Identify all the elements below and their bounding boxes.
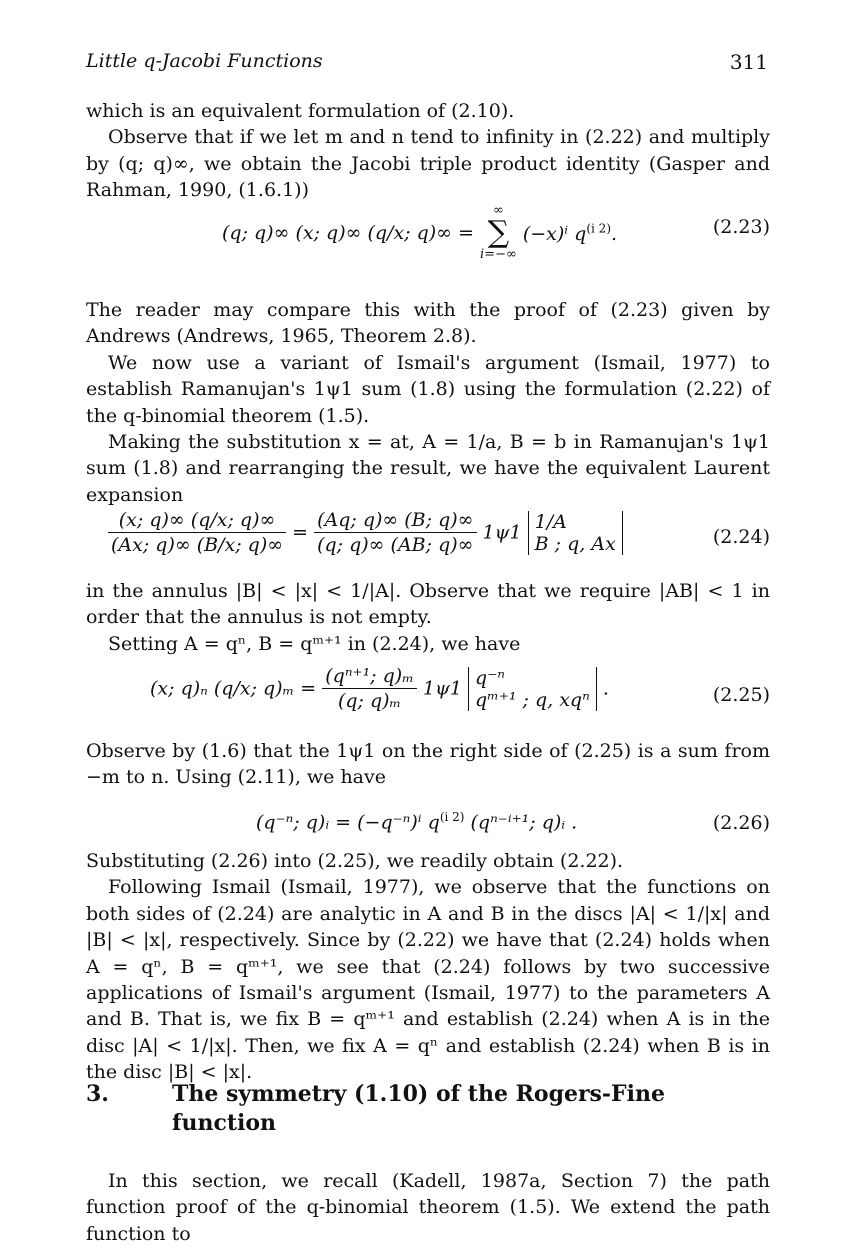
text-block-3 xyxy=(86,578,770,657)
sigma-symbol: ∑ xyxy=(487,215,510,250)
psi-symbol: 1ψ1 xyxy=(482,521,522,544)
bracket-argument xyxy=(468,667,597,711)
equals-sign: = xyxy=(292,521,309,544)
denominator: (q; q)∞ (AB; q)∞ xyxy=(317,534,474,556)
equation-2-25 xyxy=(86,664,770,726)
equation-number: (2.26) xyxy=(712,812,770,834)
denominator: (Ax; q)∞ (B/x; q)∞ xyxy=(111,534,284,556)
binomial-exponent: (i 2) xyxy=(586,221,611,236)
equation-2-24 xyxy=(86,508,770,568)
eq-tail: . xyxy=(611,222,618,245)
section-title: The symmetry (1.10) of the Rogers-Fine function xyxy=(172,1081,666,1136)
paragraph: We now use a variant of Ismail's argument (Ismail, 1977) to establish Ramanujan's 1ψ1 sum (1.8) using the formulation (2.22) of the q-binomial theorem (1.5). xyxy=(86,351,770,427)
eq-lhs: (q; q)∞ (x; q)∞ (q/x; q)∞ = xyxy=(222,222,474,244)
equation-number: (2.24) xyxy=(712,526,770,548)
paragraph: Observe by (1.6) that the 1ψ1 on the right side of (2.25) is a sum from −m to n. Using (2.11), we have xyxy=(86,740,770,789)
eq-tail: . xyxy=(602,677,609,700)
sum-lower-limit: i=−∞ xyxy=(480,247,517,262)
running-head xyxy=(86,50,768,80)
numerator: (Aq; q)∞ (B; q)∞ xyxy=(314,508,476,533)
eq-rhs: (−x)ⁱ q xyxy=(522,222,587,245)
bracket-bottom: qᵐ⁺¹ ; q, xqⁿ xyxy=(475,688,590,711)
eq-lhs: (x; q)ₙ (q/x; q)ₘ = xyxy=(150,677,317,700)
fraction xyxy=(108,508,286,557)
paragraph: The reader may compare this with the proof of (2.23) given by Andrews (Andrews, 1965, Theorem 2.8). xyxy=(86,299,770,348)
section-number: 3. xyxy=(86,1081,109,1107)
text-block-1 xyxy=(86,98,770,204)
numerator: (qⁿ⁺¹; q)ₘ xyxy=(322,664,417,689)
equation-2-23 xyxy=(86,196,770,266)
equation-body xyxy=(222,204,617,262)
paragraph: Making the substitution x = at, A = 1/a, B = b in Ramanujan's 1ψ1 sum (1.8) and rearranging the result, we have the equivalent Laurent expansion xyxy=(86,431,770,506)
paragraph: In this section, we recall (Kadell, 1987a, Section 7) the path function proof of the q-binomial theorem (1.5). We extend the path function to xyxy=(86,1170,770,1245)
bracket-top: 1/A xyxy=(534,510,567,533)
page-number: 311 xyxy=(729,50,768,74)
equation-body xyxy=(150,664,609,713)
paragraph: Setting A = qⁿ, B = qᵐ⁺¹ in (2.24), we have xyxy=(108,632,521,655)
equation-body xyxy=(256,810,577,833)
eq-text: (q⁻ⁿ; q)ᵢ = (−q⁻ⁿ)ⁱ q xyxy=(256,811,440,834)
running-title: Little q-Jacobi Functions xyxy=(86,50,323,72)
paragraph: Observe that if we let m and n tend to infinity in (2.22) and multiply by (q; q)∞, we obtain the Jacobi triple product identity (Gasper and Rahman, 1990, (1.6.1)) xyxy=(86,126,770,202)
numerator: (x; q)∞ (q/x; q)∞ xyxy=(108,508,286,533)
fraction xyxy=(314,508,476,557)
text-block-5 xyxy=(86,848,770,1086)
bracket-argument xyxy=(528,511,623,555)
paragraph: Substituting (2.26) into (2.25), we readily obtain (2.22). xyxy=(86,850,624,872)
paragraph: which is an equivalent formulation of (2.10). xyxy=(86,100,515,122)
bracket-top: q⁻ⁿ xyxy=(475,666,505,689)
paragraph: Following Ismail (Ismail, 1977), we observe that the functions on both sides of (2.24) are analytic in A and B in the discs |A| < 1/|x| and |B| < |x|, respectively. Since by (2.22) we have that (2.24) holds when A = qⁿ, B = qᵐ⁺¹, we see that (2.24) follows by two successive applications of Ismail's argument (Ismail, 1977) to the parameters A and B. That is, we fix B = qᵐ⁺¹ and establish (2.24) when A is in the disc |A| < 1/|x|. Then, we fix A = qⁿ and establish (2.24) when B is in the disc |B| < |x|. xyxy=(86,876,770,1084)
sum-operator xyxy=(480,204,517,262)
paragraph: in the annulus |B| < |x| < 1/|A|. Observe that we require |AB| < 1 in order that the annulus is not empty. xyxy=(86,580,770,629)
psi-symbol: 1ψ1 xyxy=(422,677,462,700)
eq-text: (qⁿ⁻ⁱ⁺¹; q)ᵢ . xyxy=(470,811,578,834)
text-block-2 xyxy=(86,297,770,508)
sum-upper-limit: ∞ xyxy=(492,203,504,218)
binomial-exponent: (i 2) xyxy=(439,810,465,824)
equation-2-26 xyxy=(86,806,770,842)
bracket-bottom: B ; q, Ax xyxy=(534,532,616,555)
equation-body xyxy=(108,508,623,557)
text-block-4 xyxy=(86,738,770,791)
fraction xyxy=(322,664,417,713)
equation-number: (2.25) xyxy=(712,684,770,706)
text-block-6 xyxy=(86,1168,770,1247)
equation-number: (2.23) xyxy=(712,216,770,238)
denominator: (q; q)ₘ xyxy=(337,690,402,712)
